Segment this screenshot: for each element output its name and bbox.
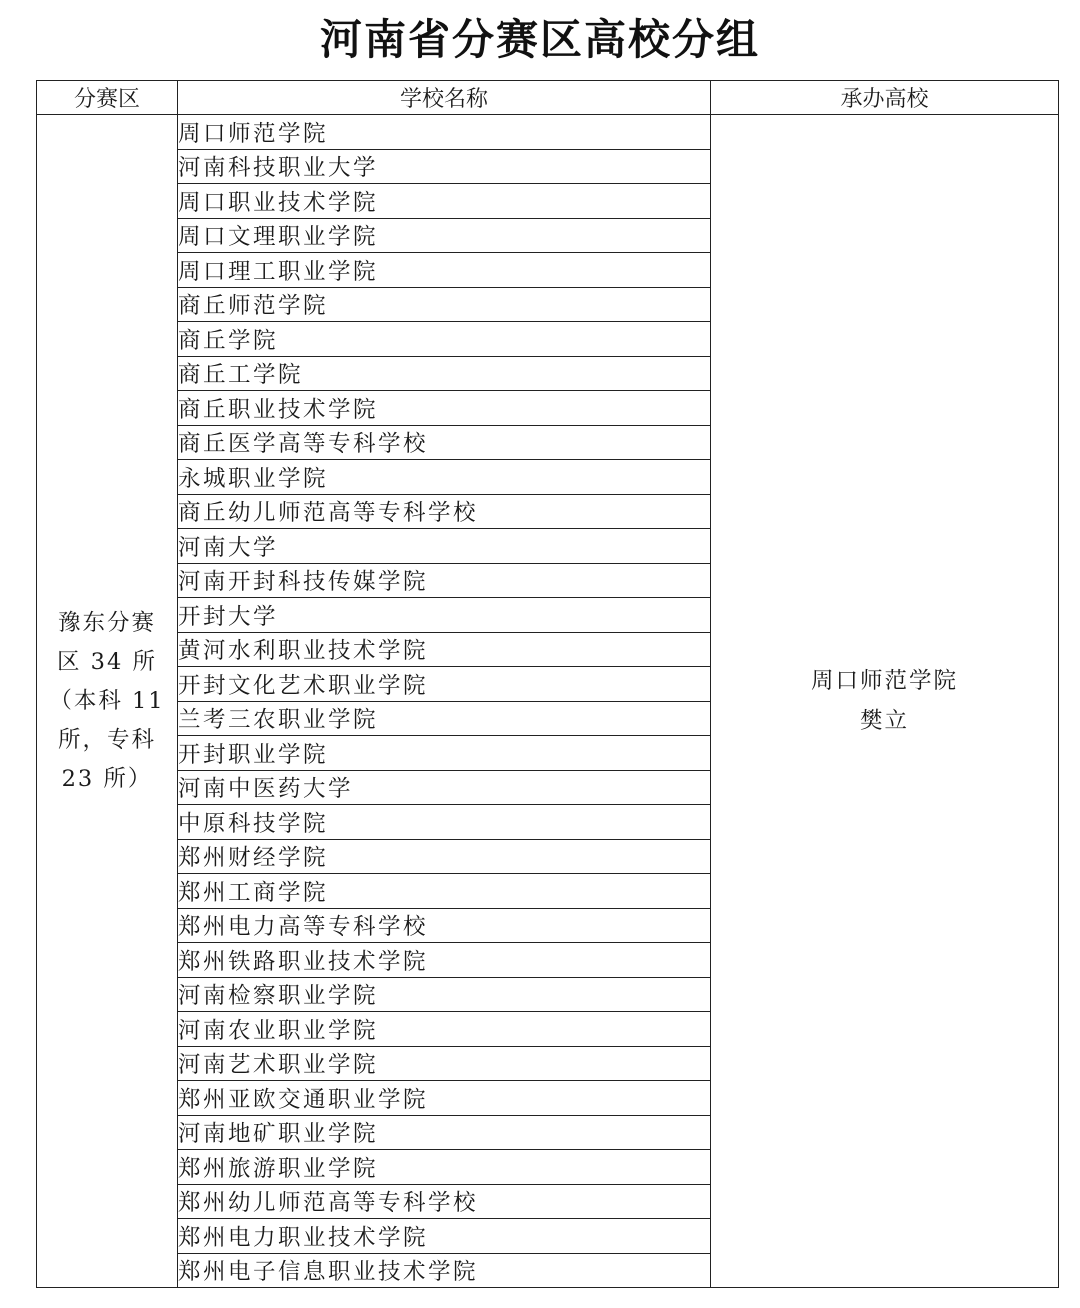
host-line: 周口师范学院 — [810, 668, 958, 694]
table-row — [37, 115, 1059, 150]
school-name-cell: 河南艺术职业学院 — [178, 1046, 711, 1081]
document-title: 河南省分赛区高校分组 — [319, 15, 760, 64]
school-name-cell: 郑州电子信息职业技术学院 — [178, 1253, 711, 1288]
school-name-cell: 商丘医学高等专科学校 — [178, 425, 711, 460]
school-name-cell: 郑州幼儿师范高等专科学校 — [178, 1184, 711, 1219]
school-name-cell: 周口理工职业学院 — [178, 253, 711, 288]
header-region: 分赛区 — [37, 81, 178, 115]
school-name-cell: 郑州工商学院 — [178, 874, 711, 909]
table-body — [37, 115, 1059, 1288]
table-header-row — [37, 81, 1059, 115]
school-name-cell: 河南大学 — [178, 529, 711, 564]
header-host-school: 承办高校 — [711, 81, 1059, 115]
school-name-cell: 商丘职业技术学院 — [178, 391, 711, 426]
host-school-cell — [711, 115, 1059, 1288]
school-name-cell: 周口文理职业学院 — [178, 218, 711, 253]
school-name-cell: 兰考三农职业学院 — [178, 701, 711, 736]
school-name-cell: 黄河水利职业技术学院 — [178, 632, 711, 667]
region-cell — [37, 115, 178, 1288]
school-name-cell: 郑州财经学院 — [178, 839, 711, 874]
school-name-cell: 开封职业学院 — [178, 736, 711, 771]
region-line: 区 34 所 — [57, 648, 157, 675]
school-name-cell: 郑州电力职业技术学院 — [178, 1219, 711, 1254]
school-name-cell: 商丘学院 — [178, 322, 711, 357]
school-name-cell: 永城职业学院 — [178, 460, 711, 495]
region-line: （本科 11 — [49, 687, 165, 714]
school-name-cell: 郑州铁路职业技术学院 — [178, 943, 711, 978]
school-name-cell: 开封大学 — [178, 598, 711, 633]
region-line: 23 所） — [61, 765, 153, 792]
school-name-cell: 河南检察职业学院 — [178, 977, 711, 1012]
school-name-cell: 河南农业职业学院 — [178, 1012, 711, 1047]
school-name-cell: 中原科技学院 — [178, 805, 711, 840]
region-line: 所，专科 — [57, 726, 156, 753]
school-name-cell: 商丘师范学院 — [178, 287, 711, 322]
school-name-cell: 周口师范学院 — [178, 115, 711, 150]
school-name-cell: 郑州亚欧交通职业学院 — [178, 1081, 711, 1116]
school-name-cell: 河南科技职业大学 — [178, 149, 711, 184]
school-name-cell: 河南地矿职业学院 — [178, 1115, 711, 1150]
region-line: 豫东分赛 — [57, 609, 156, 636]
school-group-table — [36, 80, 1059, 1288]
school-name-cell: 河南开封科技传媒学院 — [178, 563, 711, 598]
header-school-name: 学校名称 — [178, 81, 711, 115]
school-name-cell: 河南中医药大学 — [178, 770, 711, 805]
school-name-cell: 商丘幼儿师范高等专科学校 — [178, 494, 711, 529]
school-name-cell: 开封文化艺术职业学院 — [178, 667, 711, 702]
school-name-cell: 郑州旅游职业学院 — [178, 1150, 711, 1185]
school-name-cell: 郑州电力高等专科学校 — [178, 908, 711, 943]
host-line: 樊立 — [859, 708, 909, 734]
school-name-cell: 周口职业技术学院 — [178, 184, 711, 219]
school-name-cell: 商丘工学院 — [178, 356, 711, 391]
